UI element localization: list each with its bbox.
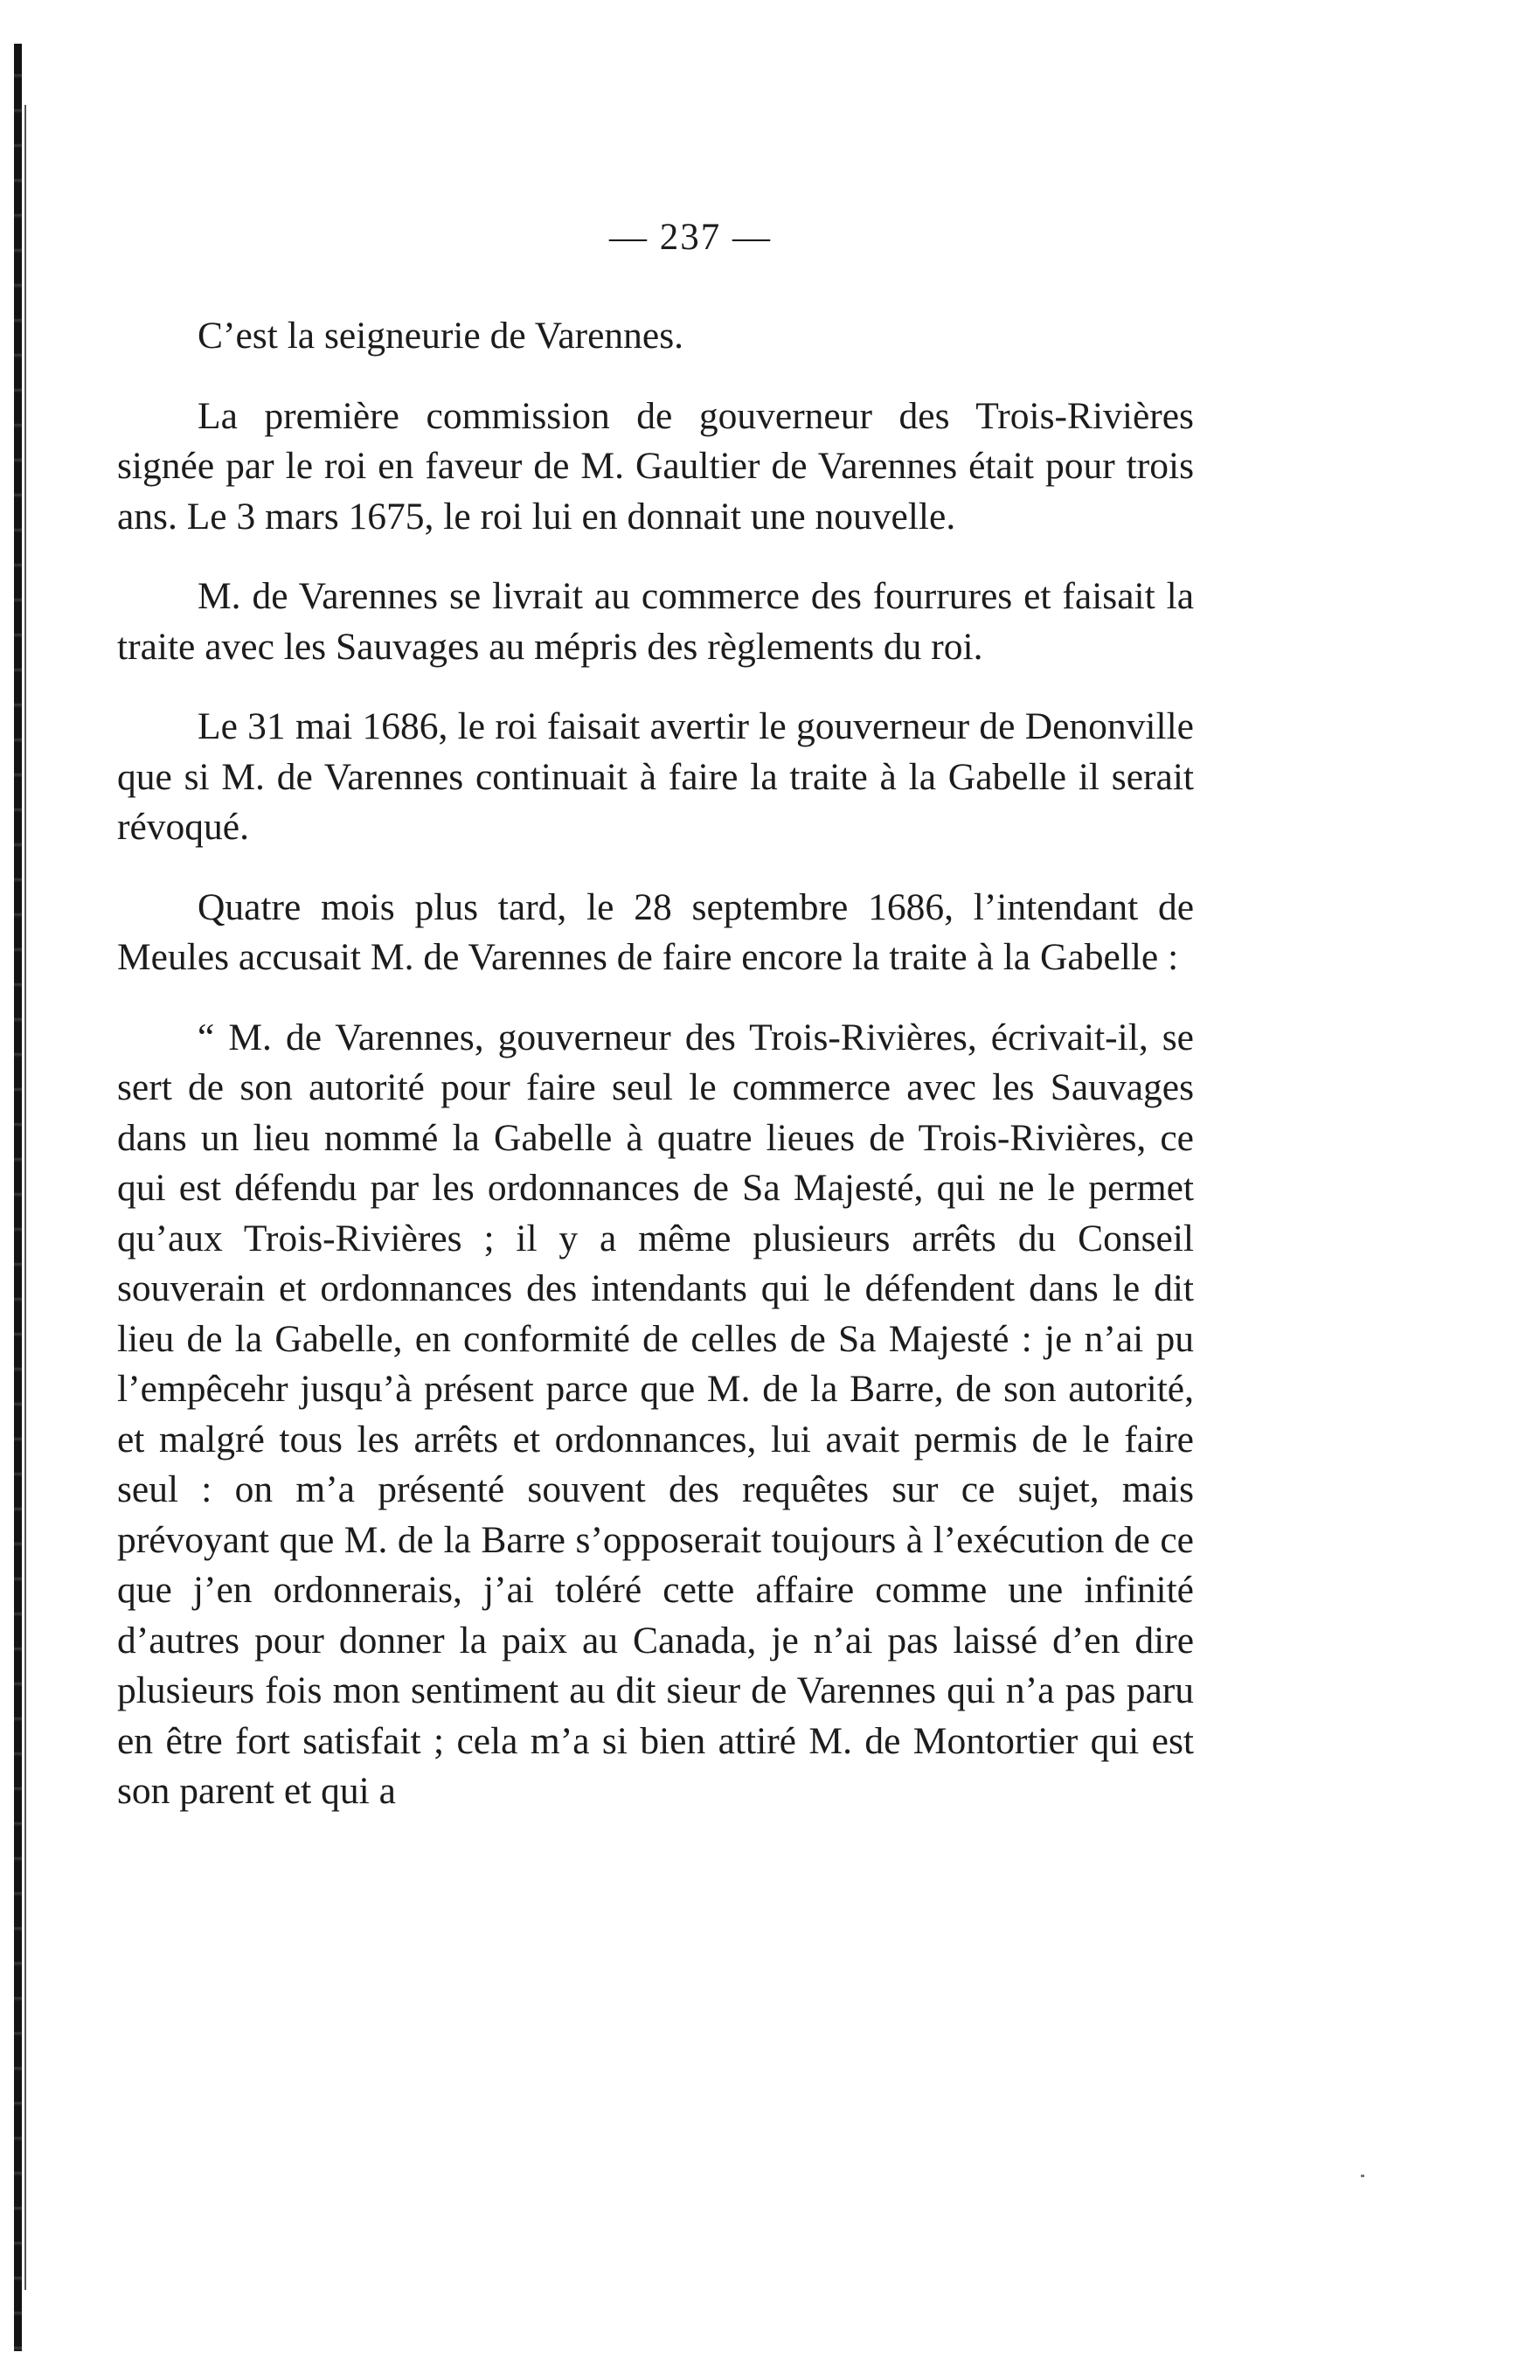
paragraph: Le 31 mai 1686, le roi faisait avertir le gouverneur de Denonville que si M. de Varennes continuait à faire la traite à la Gabelle il serait révoqué.: [117, 705, 1194, 848]
quoted-letter: “ M. de Varennes, gouverneur des Trois-Rivières, écrivait-il, se sert de son autorité pour faire seul le commerce avec les Sauvages dans un lieu nommé la Gabelle à quatre lieues de Trois-Rivières, ce qui est défendu par les ordonnances de Sa Majesté, qui ne le permet qu’aux Trois-Rivières ; il y a même plusieurs arrêts du Conseil souverain et ordonnances des intendants qui le défendent dans le dit lieu de la Gabelle, en conformité de celles de Sa Majesté : je n’ai pu l’empêcehr jusqu’à présent parce que M. de la Barre, de son autorité, et malgré tous les arrêts et ordonnances, lui avait permis de le faire seul : on m’a présenté souvent des requêtes sur ce sujet, mais prévoyant que M. de la Barre s’opposerait toujours à l’exécution de ce que j’en ordonnerais, j’ai toléré cette affaire comme une infinité d’autres pour donner la paix au Canada, je n’ai pas laissé d’en dire plusieurs fois mon sentiment au dit sieur de Varennes qui n’a pas paru en être fort satisfait ; cela m’a si bien attiré M. de Montortier qui est son parent et qui a: [117, 1016, 1194, 1812]
paragraph: La première commission de gouverneur des Trois-Rivières signée par le roi en faveur de M. Gaultier de Varennes était pour trois ans. Le 3 mars 1675, le roi lui en donnait une nouvelle.: [117, 394, 1194, 538]
paragraph: M. de Varennes se livrait au commerce des fourrures et faisait la traite avec les Sauvages au mépris des règlements du roi.: [117, 575, 1194, 668]
page-number: — 237 —: [609, 217, 772, 258]
scan-speck: [1361, 2175, 1364, 2177]
scan-binding-line: [24, 105, 26, 2290]
page-body: [117, 311, 1194, 1817]
scan-binding-edge: [14, 44, 22, 2351]
paragraph: C’est la seigneurie de Varennes.: [198, 315, 684, 357]
paragraph: Quatre mois plus tard, le 28 septembre 1686, l’intendant de Meules accusait M. de Varennes de faire encore la traite à la Gabelle :: [117, 885, 1194, 978]
